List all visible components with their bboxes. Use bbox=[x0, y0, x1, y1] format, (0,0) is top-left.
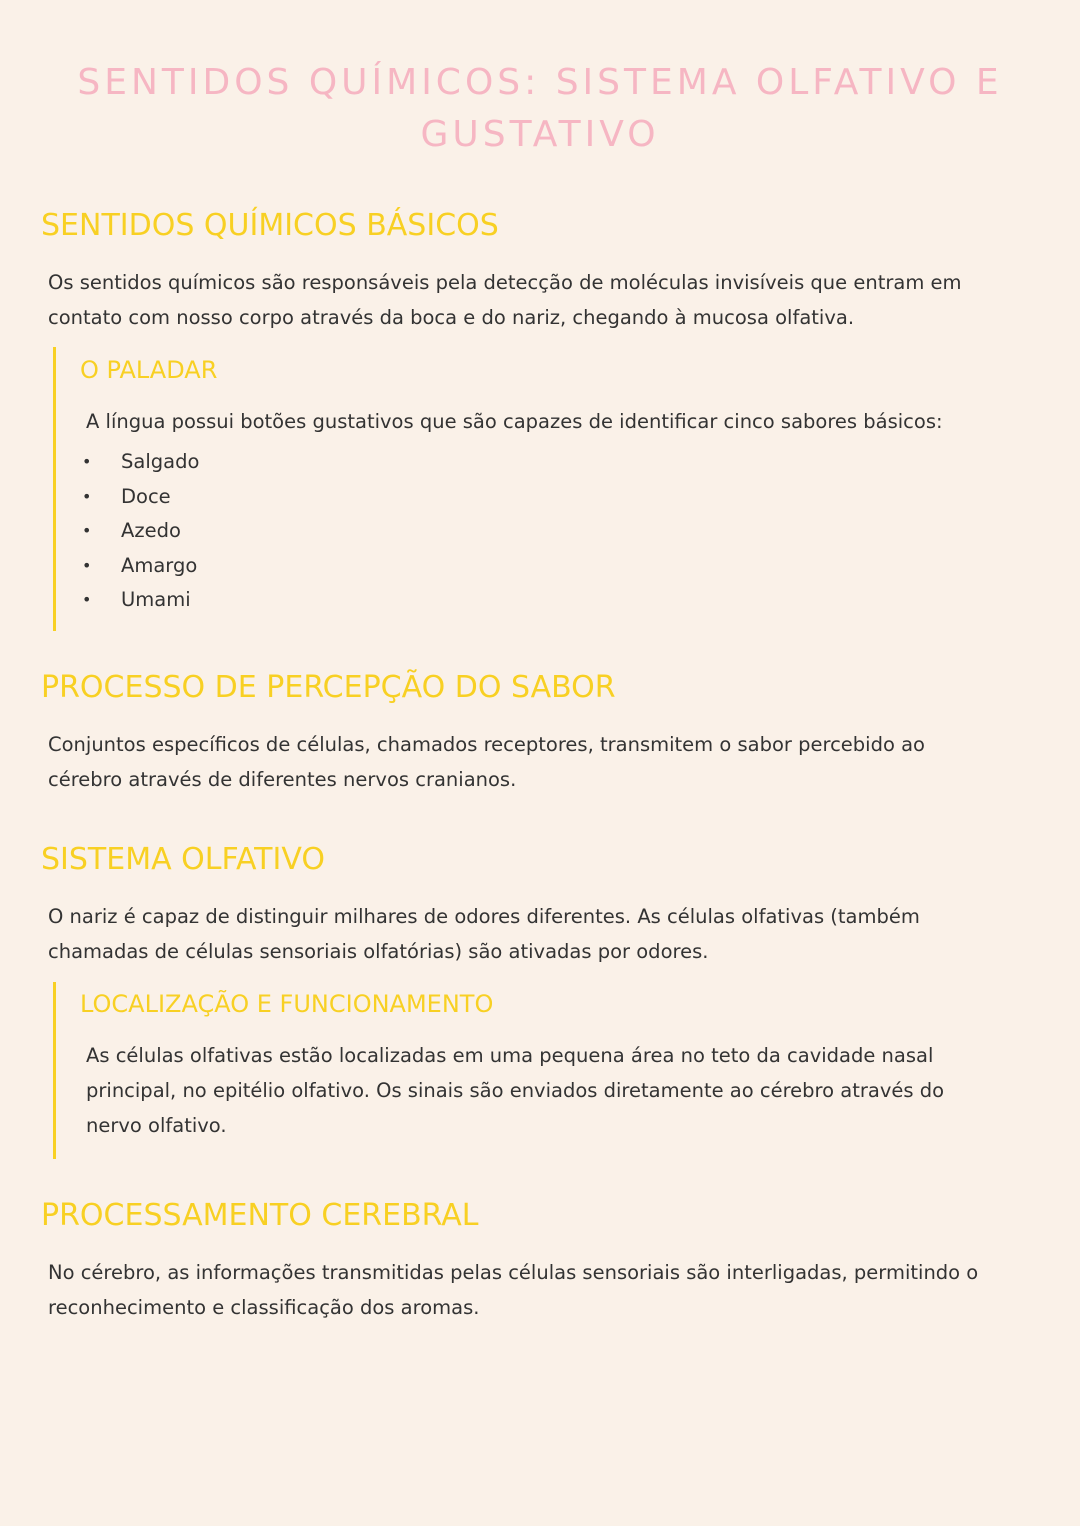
list-item-label: Doce bbox=[121, 484, 171, 508]
page-title: SENTIDOS QUÍMICOS: SISTEMA OLFATIVO E GUSTATIVO bbox=[77, 62, 1003, 155]
list-item-label: Umami bbox=[121, 588, 191, 611]
callout-heading-localizacao-funcionamento: LOCALIZAÇÃO E FUNCIONAMENTO bbox=[80, 990, 494, 1018]
callout-localizacao-funcionamento bbox=[53, 982, 1013, 1159]
callout-paladar bbox=[53, 347, 1013, 631]
section-text-processamento-cerebral: No cérebro, as informações transmitidas pelas células sensoriais são interligadas, permitindo o reconhecimento e classificação dos aromas. bbox=[48, 1261, 979, 1319]
list-item bbox=[82, 514, 199, 549]
list-item bbox=[82, 445, 199, 480]
list-item-label: Salgado bbox=[121, 450, 200, 473]
section-text-processo-percepcao-sabor: Conjuntos específicos de células, chamados receptores, transmitem o sabor percebido ao cérebro através de diferentes nervos cranianos. bbox=[48, 733, 925, 791]
callout-text-paladar: A língua possui botões gustativos que são capazes de identificar cinco sabores básicos: bbox=[86, 410, 943, 433]
bullet-icon: • bbox=[82, 452, 92, 471]
section-heading-processamento-cerebral: PROCESSAMENTO CEREBRAL bbox=[41, 1198, 479, 1233]
callout-heading-paladar: O PALADAR bbox=[80, 356, 218, 384]
list-item bbox=[82, 480, 199, 515]
flavor-list bbox=[82, 445, 199, 618]
list-item bbox=[82, 549, 199, 584]
section-heading-sistema-olfativo: SISTEMA OLFATIVO bbox=[41, 842, 325, 877]
bullet-icon: • bbox=[82, 521, 92, 540]
section-text-sistema-olfativo: O nariz é capaz de distinguir milhares de odores diferentes. As células olfativas (também chamadas de células sensoriais olfatórias) são ativadas por odores. bbox=[48, 905, 920, 963]
bullet-icon: • bbox=[82, 486, 92, 506]
list-item bbox=[82, 583, 199, 618]
section-heading-sentidos-quimicos-basicos: SENTIDOS QUÍMICOS BÁSICOS bbox=[41, 208, 499, 243]
list-item-label: Azedo bbox=[121, 519, 181, 542]
callout-text-localizacao-funcionamento: As células olfativas estão localizadas em uma pequena área no teto da cavidade nasal principal, no epitélio olfativo. Os sinais são enviados diretamente ao cérebro através do nervo olfativo. bbox=[86, 1044, 945, 1137]
bullet-icon: • bbox=[82, 590, 92, 609]
section-text-sentidos-quimicos-basicos: Os sentidos químicos são responsáveis pela detecção de moléculas invisíveis que entram em contato com nosso corpo através da boca e do nariz, chegando à mucosa olfativa. bbox=[48, 271, 962, 329]
section-heading-processo-percepcao-sabor: PROCESSO DE PERCEPÇÃO DO SABOR bbox=[41, 670, 616, 705]
list-item-label: Amargo bbox=[121, 553, 198, 577]
bullet-icon: • bbox=[82, 555, 92, 575]
